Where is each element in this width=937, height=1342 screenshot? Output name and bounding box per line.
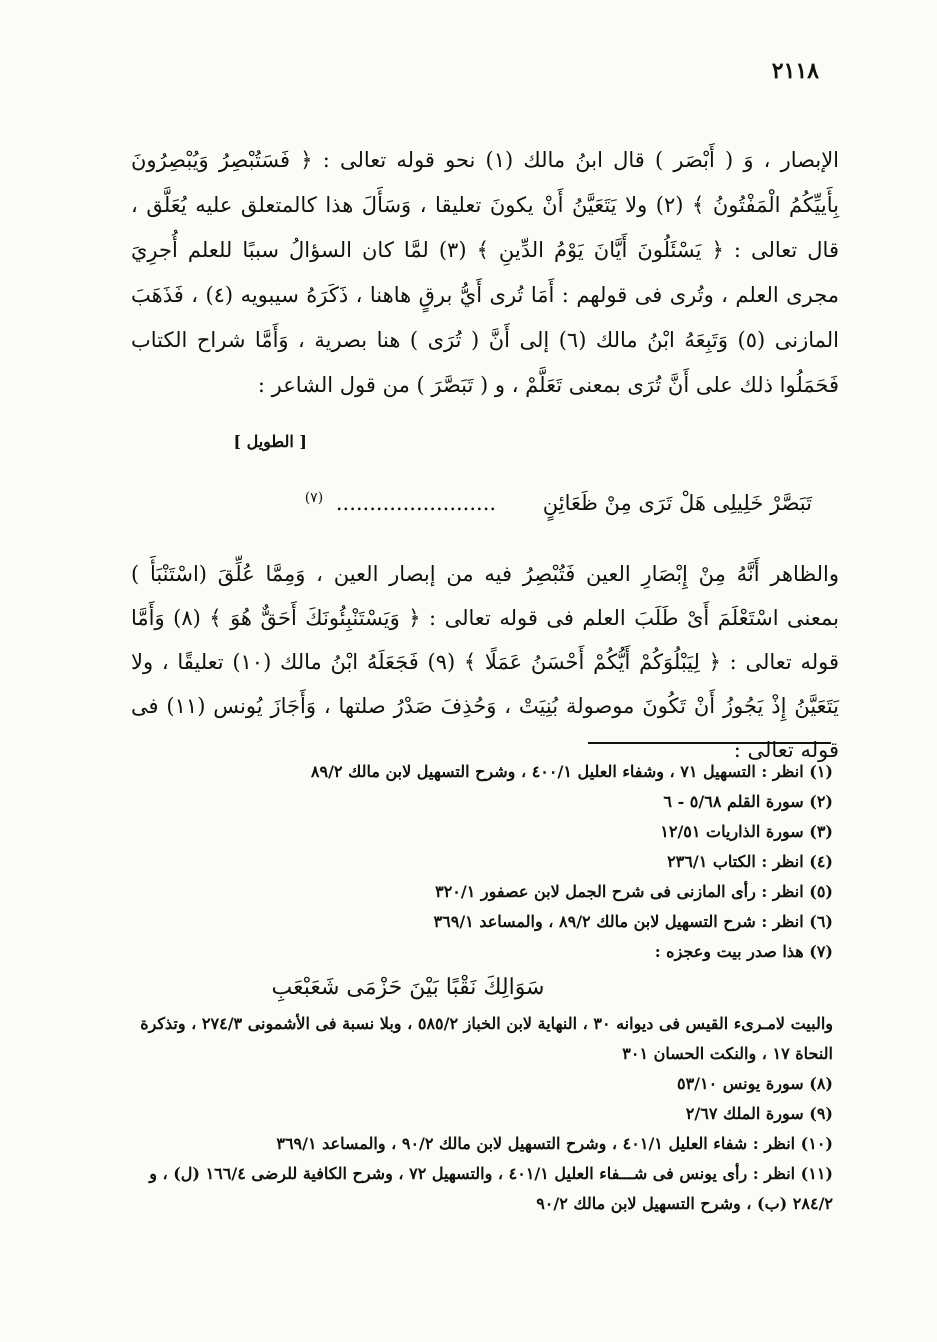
footnote-9: (٩) سورة الملك ٢/٦٧ <box>685 1104 833 1123</box>
footnote-separator <box>588 742 831 744</box>
footnote-5: (٥) انظر : رأى المازنى فى شرح الجمل لابن عصفور ٣٢٠/١ <box>435 882 833 901</box>
paragraph-2: والظاهر أَنَّهُ مِنْ إِبْصَارِ العين فَتُبْصِرُ فيه من إبصار العين ، وَمِمَّا عُلِّقَ (اسْتَنْبَأَ ) بمعنى اسْتَعْلَمَ أَىْ طَلَبَ العلم فى قوله تعالى : ﴿ وَيَسْتَنْبِئُونَكَ أَحَقٌّ هُوَ ﴾ (٨) وَأَمَّا قوله تعالى : ﴿ لِيَبْلُوَكُمْ أَيُّكُمْ أَحْسَنُ عَمَلًا ﴾ (٩) فَجَعَلَهُ ابْنُ مالك (١٠) تعليقًا ، ولا يَتَعَيَّنُ إِذْ يَجُوزُ أَنْ تَكُونَ موصولة بُنِيَتْ ، وَحُذِفَ صَدْرُ صلتها ، وَأَجَازَ يُونس (١١) فى قوله تعالى : <box>131 562 839 762</box>
paragraph-1: الإبصار ، وَ ( أَبْصَر ) قال ابنُ مالك (١) نحو قوله تعالى : ﴿ فَسَتُبْصِرُ وَيُبْصِرُونَ بِأَييِّكُمُ الْمَفْتُونُ ﴾ (٢) ولا يَتَعَيَّنُ أَنْ يكونَ تعليقا ، وَسَأَلَ هذا كالمتعلق عليه يُعَلَّق ، قال تعالى : ﴿ يَسْئَلُونَ أَيَّانَ يَوْمُ الدِّينِ ﴾ (٣) لمَّا كان السؤالُ سببًا للعلم أُجرِيَ مجرى العلم ، وتُرى فى قولهم : أَمَا تُرى أَيُّ برقٍ هاهنا ، ذَكَرَهُ سيبويه (٤) ، فَذَهَبَ المازنى (٥) وَتَبِعَهُ ابْنُ مالك (٦) إلى أَنَّ ( تُرَى ) هنا بصرية ، وَأَمَّا شراح الكتاب فَحَمَلُوا ذلك على أَنَّ تُرَى بمعنى تَعَلَّمْ ، و ( تَبَصَّرَ ) من قول الشاعر : <box>131 148 840 397</box>
footnote-8: (٨) سورة يونس ٥٣/١٠ <box>676 1074 833 1093</box>
footnote-3: (٣) سورة الذاريات ١٢/٥١ <box>660 822 833 841</box>
verse-line <box>192 476 812 526</box>
footnote-11: (١١) انظر : رأى يونس فى شـــفاء العليل ٤٠١/١ ، والتسهيل ٧٢ ، وشرح الكافية للرضى ١٦٦/٤ (ل) ، و ٢٨٤/٢ (ب) ، وشرح التسهيل لابن مالك ٩٠/٢ <box>149 1164 833 1213</box>
poetic-meter-label: [ الطويل ] <box>233 432 307 451</box>
footnote-4: (٤) انظر : الكتاب ٢٣٦/١ <box>667 852 833 871</box>
footnote-7-continuation: والبيت لامـرىء القيس فى ديوانه ٣٠ ، النهاية لابن الخباز ٥٨٥/٢ ، وبلا نسبة فى الأشمونى ٢٧٤/٣ ، وتذكرة النحاة ١٧ ، والنكت الحسان ٣٠١ <box>140 1014 833 1063</box>
main-text-block-2 <box>131 552 839 772</box>
verse-text: تَبَصَّرْ خَلِيلِى هَلْ تَرَى مِنْ ظَعَائِنٍ <box>542 491 812 515</box>
footnote-10: (١٠) انظر : شفاء العليل ٤٠١/١ ، وشرح التسهيل لابن مالك ٩٠/٢ ، والمساعد ٣٦٩/١ <box>276 1134 833 1153</box>
footnotes <box>133 757 833 1219</box>
verse-ellipsis: ........................ <box>335 491 497 515</box>
main-text-block <box>131 138 839 408</box>
page-number: ٢١١٨ <box>771 58 819 84</box>
verse-footnote-ref: (٧) <box>304 490 324 506</box>
footnote-1: (١) انظر : التسهيل ٧١ ، وشفاء العليل ٤٠٠/١ ، وشرح التسهيل لابن مالك ٨٩/٢ <box>310 762 833 781</box>
footnote-7: (٧) هذا صدر بيت وعجزه : <box>654 942 833 961</box>
footnote-2: (٢) سورة القلم ٥/٦٨ - ٦ <box>663 792 833 811</box>
footnote-6: (٦) انظر : شرح التسهيل لابن مالك ٨٩/٢ ، والمساعد ٣٦٩/١ <box>433 912 833 931</box>
footnote-7-couplet: سَوَالِكَ نَقْبًا بَيْنَ حَزْمَى شَعَبْعَبِ <box>271 975 545 1000</box>
